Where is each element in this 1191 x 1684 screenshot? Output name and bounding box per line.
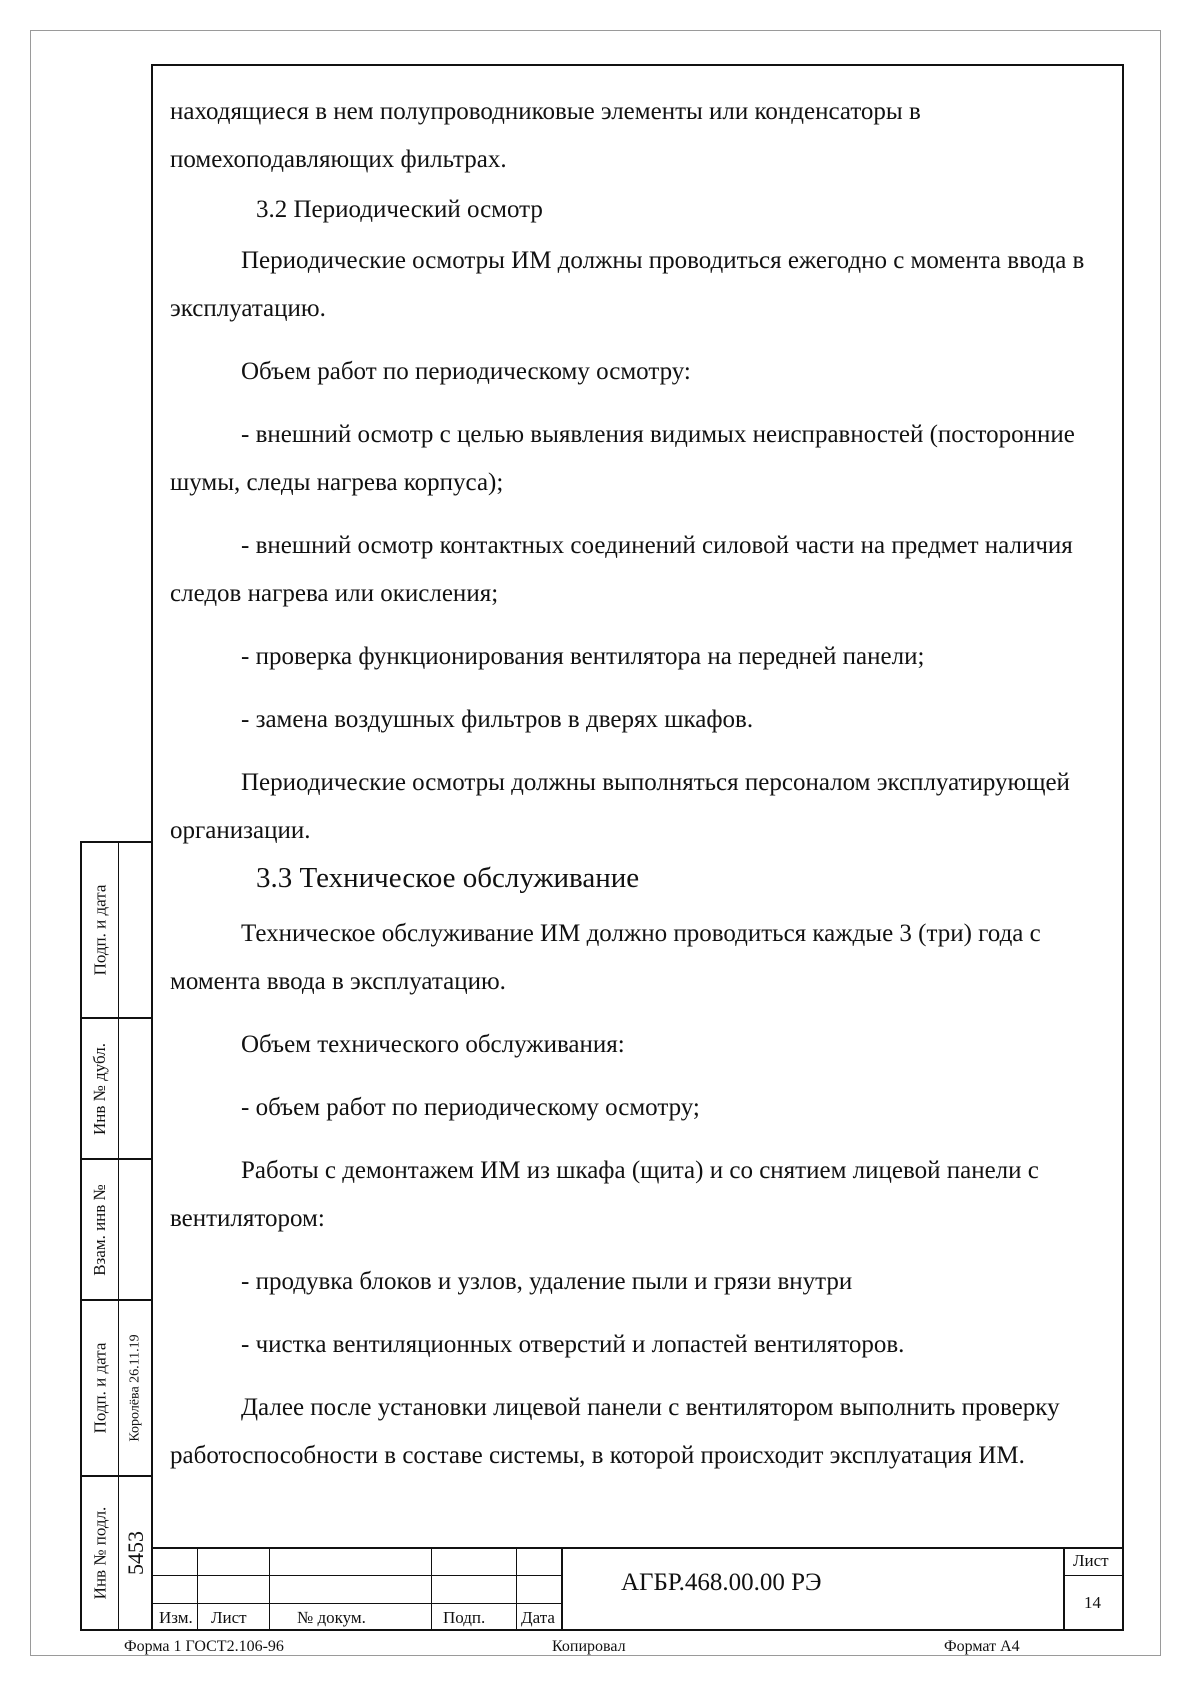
col-podp: Подп.	[443, 1608, 486, 1627]
list-item: - объем работ по периодическому осмотру;	[241, 1094, 700, 1121]
side-label: Инв № подл.	[90, 1506, 109, 1600]
side-stamp-vzam-inv	[80, 1158, 151, 1301]
side-label: Взам. инв №	[90, 1183, 109, 1276]
side-label: Инв № дубл.	[90, 1042, 110, 1135]
list-item: - внешний осмотр с целью выявления видимых неисправностей (посторонние шумы, следы нагрева корпуса);	[170, 421, 1075, 496]
col-list: Лист	[211, 1608, 247, 1627]
paragraph: Далее после установки лицевой панели с вентилятором выполнить проверку работоспособности в составе системы, в которой происходит эксплуатация ИМ.	[170, 1394, 1060, 1469]
list-item: - чистка вентиляционных отверстий и лопастей вентиляторов.	[241, 1331, 905, 1358]
list-item: - продувка блоков и узлов, удаление пыли и грязи внутри	[241, 1268, 853, 1295]
paragraph: Периодические осмотры ИМ должны проводиться ежегодно с момента ввода в эксплуатацию.	[170, 247, 1085, 322]
sheet-number: 14	[1084, 1593, 1101, 1612]
title-block	[151, 1547, 1124, 1631]
document-designation: АГБР.468.00.00 РЭ	[621, 1569, 822, 1596]
list-item: - проверка функционирования вентилятора на передней панели;	[241, 643, 925, 670]
paragraph: Объем работ по периодическому осмотру:	[241, 358, 691, 385]
sheet-label: Лист	[1073, 1551, 1109, 1570]
side-label: Подп. и дата	[90, 884, 110, 976]
col-dokum: № докум.	[297, 1608, 366, 1627]
section-heading-3-2: 3.2 Периодический осмотр	[256, 196, 543, 223]
document-body	[170, 88, 1090, 1495]
side-stamp-podp-data-2	[80, 1299, 151, 1477]
paragraph: Работы с демонтажем ИМ из шкафа (щита) и со снятием лицевой панели с вентилятором:	[170, 1157, 1039, 1232]
side-stamp-podp-data-1	[80, 841, 151, 1019]
list-item: - внешний осмотр контактных соединений силовой части на предмет наличия следов нагрева или окисления;	[170, 532, 1073, 607]
paragraph: Техническое обслуживание ИМ должно проводиться каждые 3 (три) года с момента ввода в эксплуатацию.	[170, 920, 1041, 995]
side-label: Подп. и дата	[90, 1342, 110, 1434]
paragraph: Периодические осмотры должны выполняться персоналом эксплуатирующей организации.	[170, 769, 1070, 844]
paragraph: Объем технического обслуживания:	[241, 1031, 625, 1058]
inventory-number: 5453	[122, 1531, 148, 1575]
list-item: - замена воздушных фильтров в дверях шкафов.	[241, 706, 754, 733]
col-data: Дата	[521, 1608, 555, 1627]
col-izm: Изм.	[159, 1608, 193, 1627]
side-stamp-inv-dubl	[80, 1017, 151, 1160]
footer-copied: Копировал	[552, 1638, 626, 1655]
footer-format: Формат А4	[944, 1638, 1020, 1655]
signature-date: Королёва 26.11.19	[127, 1334, 143, 1442]
side-stamp-inv-podl	[80, 1475, 151, 1631]
section-heading-3-3: 3.3 Техническое обслуживание	[256, 862, 640, 894]
footer-form: Форма 1 ГОСТ2.106-96	[124, 1638, 284, 1655]
paragraph: находящиеся в нем полупроводниковые элементы или конденсаторы в помехоподавляющих фильтрах.	[170, 98, 921, 173]
